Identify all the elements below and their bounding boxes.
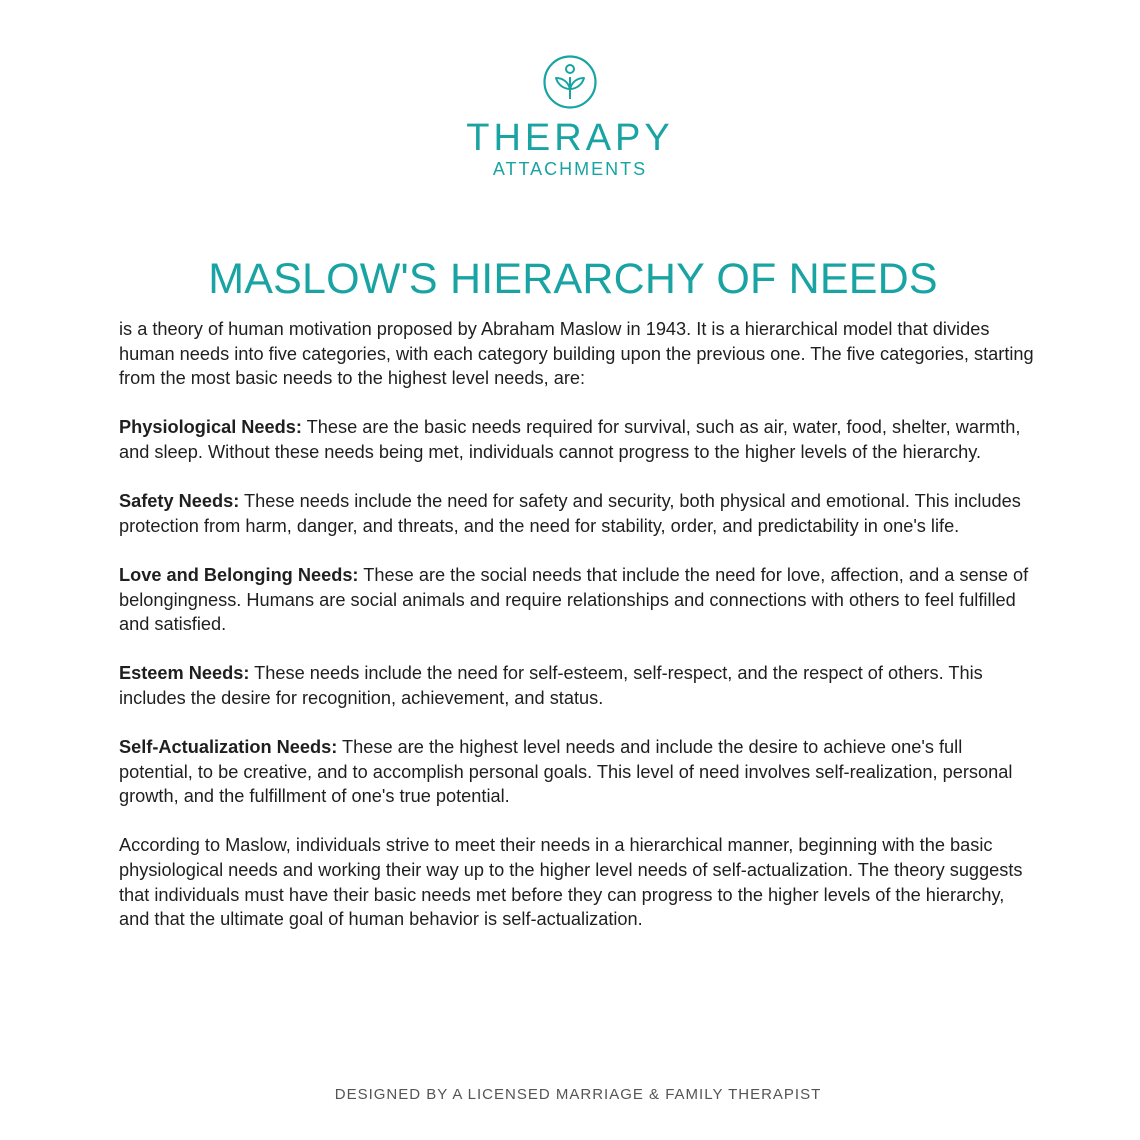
- brand-subtitle: ATTACHMENTS: [492, 159, 648, 179]
- document-body: [119, 317, 1039, 956]
- need-description: These are the social needs that include the need for love, affection, and a sense of belongingness. Humans are social animals and require relationships and connections with others to feel fulfilled and satisfied.: [119, 564, 1029, 635]
- need-esteem: [119, 661, 1039, 710]
- brand-logo: [0, 54, 1140, 180]
- need-term: Physiological Needs:: [119, 417, 302, 438]
- need-term: Love and Belonging Needs:: [119, 564, 359, 585]
- need-safety: [119, 489, 1039, 538]
- need-description: These are the highest level needs and include the desire to achieve one's full potential, to be creative, and to accomplish personal goals. This level of need involves self-realization, personal growth, and the fulfillment of one's true potential.: [119, 737, 1013, 807]
- conclusion-paragraph: According to Maslow, individuals strive to meet their needs in a hierarchical manner, beginning with the basic physiological needs and working their way up to the higher level needs of self-actualization. The theory suggests that individuals must have their basic needs met before they can progress to the higher levels of the hierarchy, and that the ultimate goal of human behavior is self-actualization.: [119, 835, 1023, 930]
- sprout-person-circle-icon: [542, 54, 598, 110]
- need-term: Self-Actualization Needs:: [119, 737, 338, 758]
- need-self-actualization: [119, 735, 1039, 809]
- brand-name: THERAPY: [466, 117, 674, 159]
- footer-credit: DESIGNED BY A LICENSED MARRIAGE & FAMILY THERAPIST: [334, 1086, 822, 1103]
- need-description: These are the basic needs required for survival, such as air, water, food, shelter, warmth, and sleep. Without these needs being met, individuals cannot progress to the higher levels of the hierarchy.: [119, 417, 1021, 462]
- need-description: These needs include the need for safety and security, both physical and emotional. This includes protection from harm, danger, and threats, and the need for stability, order, and predictability in one's life.: [119, 491, 1021, 536]
- need-description: These needs include the need for self-esteem, self-respect, and the respect of others. This includes the desire for recognition, achievement, and status.: [119, 663, 983, 708]
- need-term: Esteem Needs:: [119, 663, 250, 684]
- intro-paragraph: is a theory of human motivation proposed by Abraham Maslow in 1943. It is a hierarchical model that divides human needs into five categories, with each category building upon the previous one. The five categories, starting from the most basic needs to the highest level needs, are:: [119, 319, 1034, 389]
- need-love-belonging: [119, 563, 1039, 637]
- need-term: Safety Needs:: [119, 491, 240, 512]
- need-physiological: [119, 415, 1039, 464]
- page-title: MASLOW'S HIERARCHY OF NEEDS: [208, 255, 938, 303]
